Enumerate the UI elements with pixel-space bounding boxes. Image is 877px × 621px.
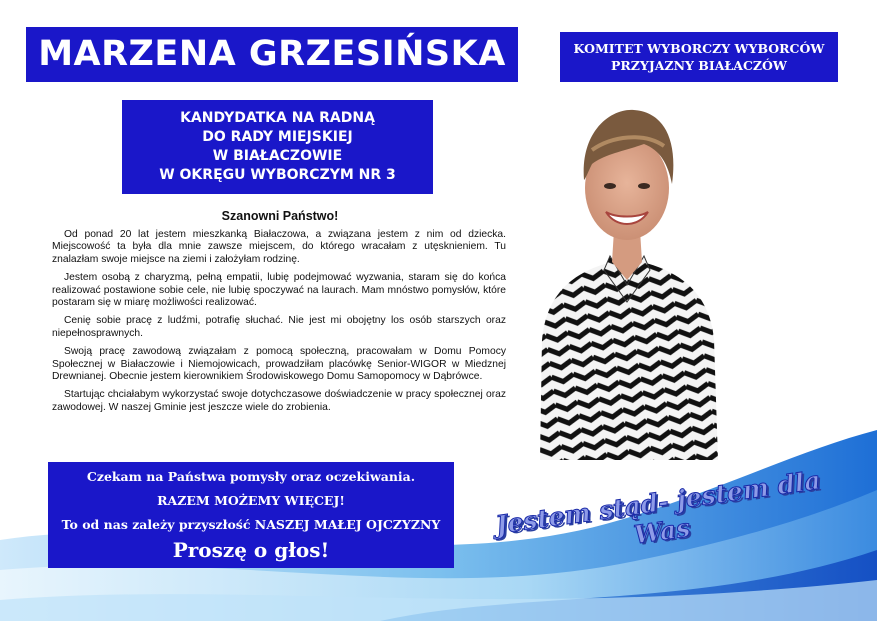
letter-body: [52, 229, 506, 420]
candidate-portrait-icon: [532, 80, 722, 460]
committee-line-2: PRZYJAZNY BIAŁACZÓW: [611, 58, 787, 73]
letter-paragraph: Startując chciałabym wykorzystać swoje dotychczasowe doświadczenie w pracy społecznej oraz zawodowej. W naszej Gminie jest jeszcze wiele do zrobienia.: [52, 389, 506, 413]
letter-paragraph: Od ponad 20 lat jestem mieszkanką Białaczowa, a związana jestem z nim od dziecka. Miejscowość ta była dla mnie zawsze miejscem, do którego wracałam z utęsknieniem. Tu znalazłam swoje miejsce na ziemi i założyłam rodzinę.: [52, 229, 506, 265]
campaign-slogan: Jestem stąd- jestem dla Was: [493, 465, 823, 550]
candidacy-line-2: DO RADY MIEJSKIEJ: [202, 129, 353, 145]
candidacy-line-1: KANDYDATKA NA RADNĄ: [180, 110, 375, 126]
committee-line-1: KOMITET WYBORCZY WYBORCÓW: [573, 41, 825, 56]
call-to-action-banner: [48, 462, 454, 568]
committee-banner: [560, 32, 838, 82]
letter-paragraph: Jestem osobą z charyzmą, pełną empatii, lubię podejmować wyzwania, staram się do końca realizować postawione sobie cele, nie lubię spoczywać na laurach. Mam mnóstwo pomysłów, które postaram się w miarę możliwości realizować.: [52, 272, 506, 309]
letter-paragraph: Cenię sobie pracę z ludźmi, potrafię słuchać. Nie jest mi obojętny los osób starszych oraz niepełnosprawnych.: [52, 315, 506, 339]
candidacy-line-3: W BIAŁACZOWIE: [212, 148, 343, 164]
cta-line-4: Proszę o głos!: [172, 538, 330, 562]
cta-line-2: RAZEM MOŻEMY WIĘCEJ!: [157, 493, 345, 508]
candidacy-banner: [122, 100, 433, 194]
candidate-name-banner: [26, 27, 518, 82]
candidacy-line-4: W OKRĘGU WYBORCZYM NR 3: [159, 167, 396, 183]
cta-line-3: To od nas zależy przyszłość NASZEJ MAŁEJ OJCZYZNY: [61, 517, 441, 532]
letter-paragraph: Swoją pracę zawodową związałam z pomocą społeczną, pracowałam w Domu Pomocy Społecznej w Białaczowie i Niemojowicach, prowadziłam placówkę Senior-WIGOR w Miedznej Drewnianej. Obecnie jestem kierownikiem Środowiskowego Domu Samopomocy w Dąbrówce.: [52, 346, 506, 383]
candidate-name: MARZENA GRZESIŃSKA: [38, 34, 506, 74]
letter-greeting: Szanowni Państwo!: [221, 209, 339, 223]
cta-line-1: Czekam na Państwa pomysły oraz oczekiwania.: [86, 469, 416, 484]
